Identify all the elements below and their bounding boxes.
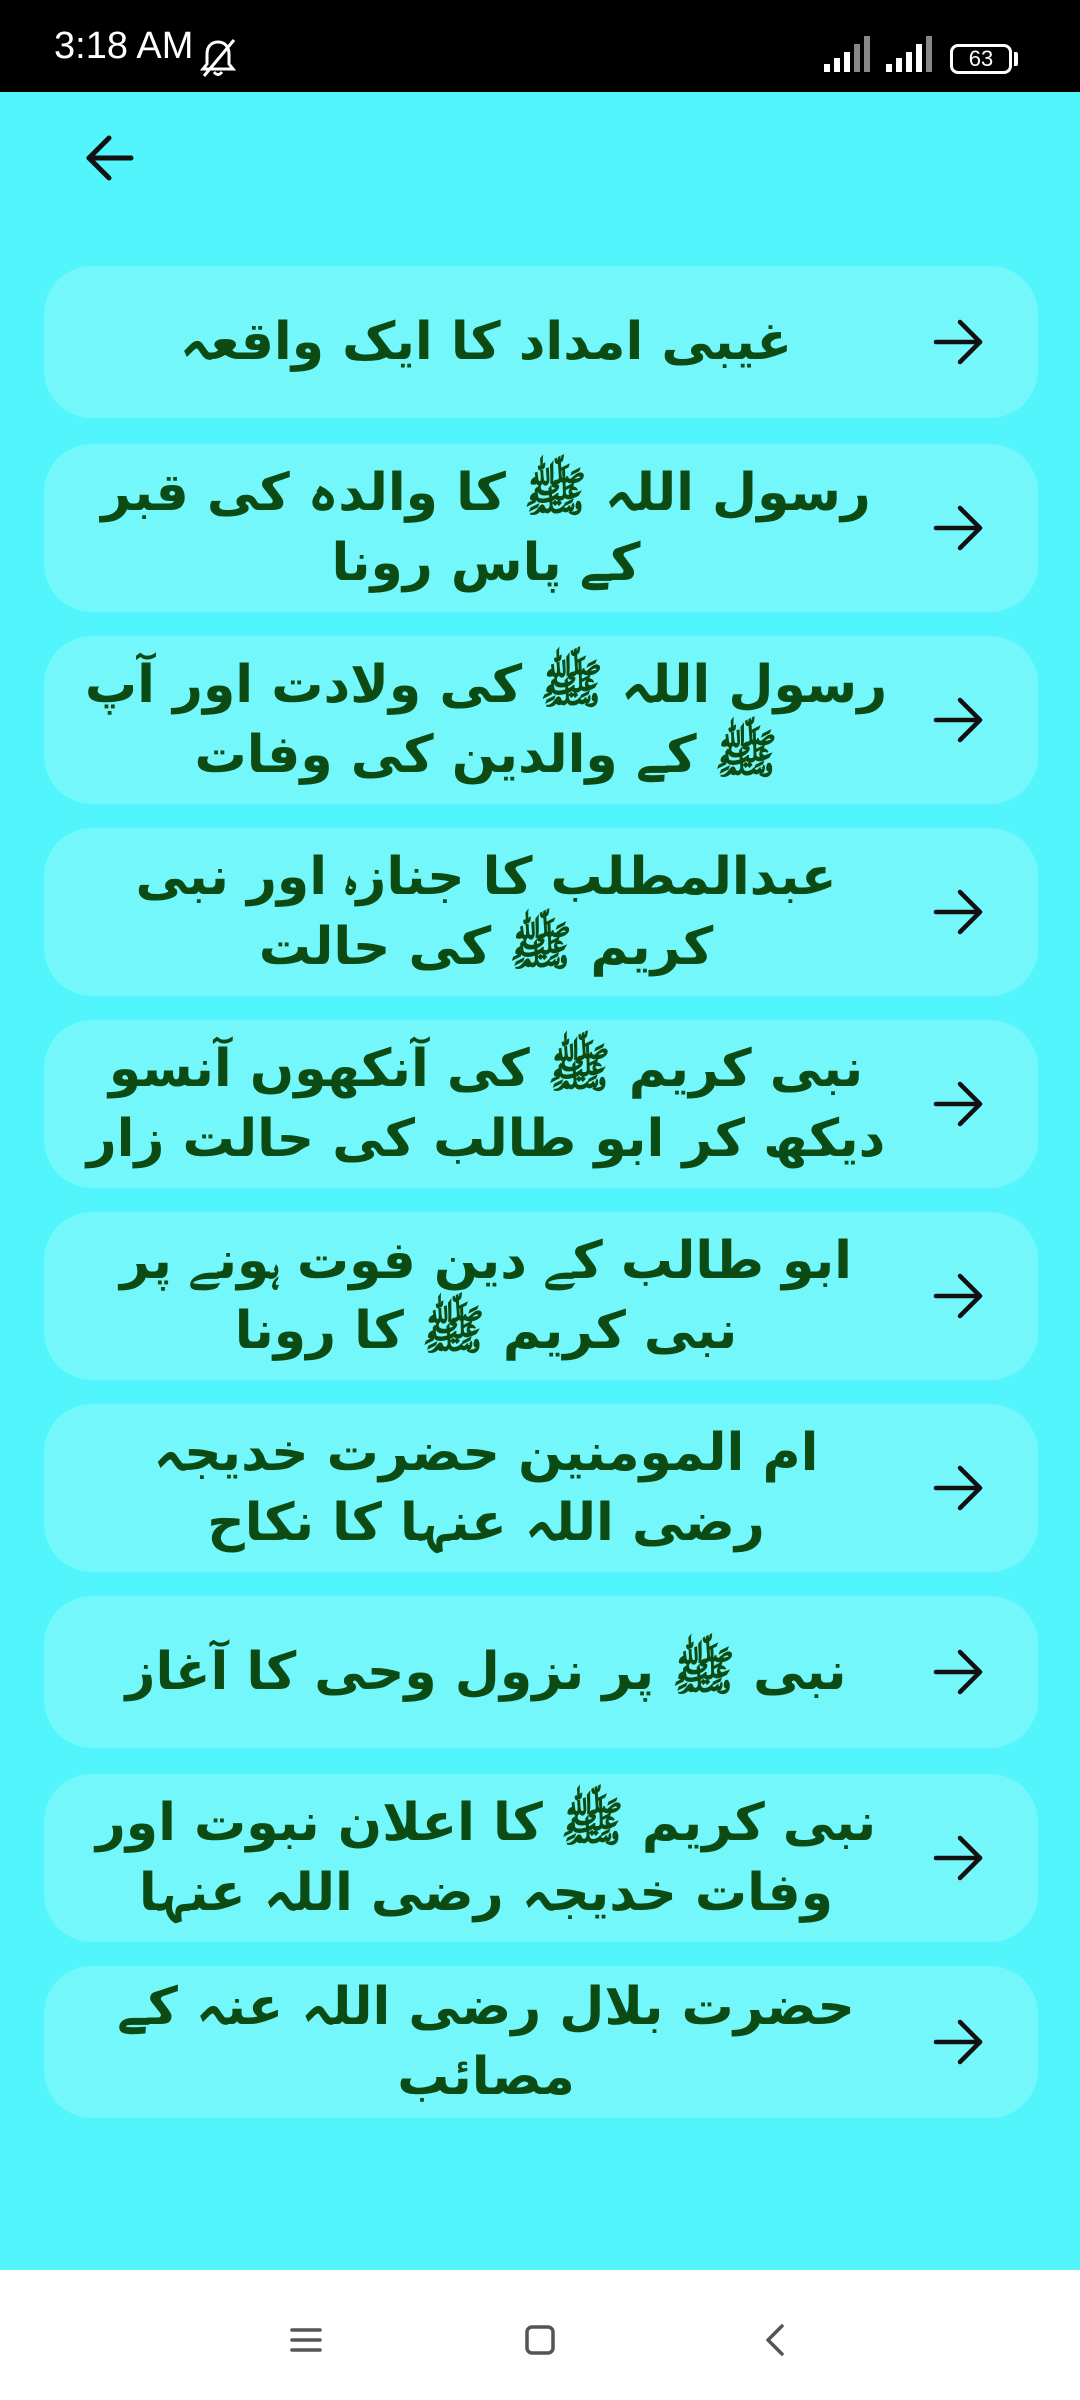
list-item-title: رسول اللہ ﷺ کا والدہ کی قبر کے پاس رونا [101, 463, 871, 593]
signal-icon [884, 34, 936, 74]
list-item[interactable] [44, 1966, 1038, 2118]
arrow-right-icon [928, 1828, 988, 1888]
list-item[interactable] [44, 636, 1038, 804]
list-item-title: رسول اللہ ﷺ کی ولادت اور آپ ﷺ کے والدین کی وفات [84, 655, 888, 785]
list-item[interactable] [44, 1596, 1038, 1748]
list-item-title: عبدالمطلب کا جنازہ اور نبی کریم ﷺ کی حالت [135, 847, 837, 977]
bell-off-icon [200, 38, 236, 78]
list-item-title: نبی کریم ﷺ کی آنکھوں آنسو دیکھ کر ابو طالب کی حالت زار [86, 1039, 886, 1169]
signal-icon [822, 34, 874, 74]
list-item[interactable] [44, 444, 1038, 612]
arrow-left-icon [83, 131, 137, 185]
status-time: 3:18 AM [54, 25, 194, 67]
list-item-title: نبی ﷺ پر نزول وحی کا آغاز [125, 1642, 847, 1702]
battery-level: 63 [968, 46, 994, 71]
arrow-right-icon [928, 1266, 988, 1326]
list-item[interactable] [44, 1212, 1038, 1380]
arrow-right-icon [928, 690, 988, 750]
menu-icon[interactable] [282, 2316, 330, 2364]
list-item[interactable] [44, 828, 1038, 996]
arrow-right-icon [928, 312, 988, 372]
battery-icon [950, 44, 1012, 74]
arrow-right-icon [928, 1074, 988, 1134]
arrow-right-icon [928, 882, 988, 942]
list-item[interactable] [44, 1404, 1038, 1572]
home-square-icon[interactable] [516, 2316, 564, 2364]
list-item[interactable] [44, 1774, 1038, 1942]
list-item-title: غیبی امداد کا ایک واقعہ [180, 312, 792, 372]
battery-tip [1014, 52, 1018, 66]
status-bar [0, 0, 1080, 92]
list-item[interactable] [44, 266, 1038, 418]
arrow-right-icon [928, 1642, 988, 1702]
list-item-title: ام المومنین حضرت خدیجہ رضی اللہ عنہا کا نکاح [153, 1423, 819, 1553]
list-item-title: حضرت بلال رضی اللہ عنہ کے مصائب [117, 1977, 855, 2107]
list-item-title: ابو طالب کے دین فوت ہونے پر نبی کریم ﷺ کا رونا [120, 1231, 852, 1361]
arrow-right-icon [928, 2012, 988, 2072]
arrow-right-icon [928, 1458, 988, 1518]
back-button[interactable] [70, 118, 150, 198]
list-item-title: نبی کریم ﷺ کا اعلان نبوت اور وفات خدیجہ رضی اللہ عنہا [95, 1793, 877, 1923]
arrow-right-icon [928, 498, 988, 558]
system-nav-bar [0, 2270, 1080, 2400]
list-item[interactable] [44, 1020, 1038, 1188]
back-chevron-icon[interactable] [752, 2316, 800, 2364]
